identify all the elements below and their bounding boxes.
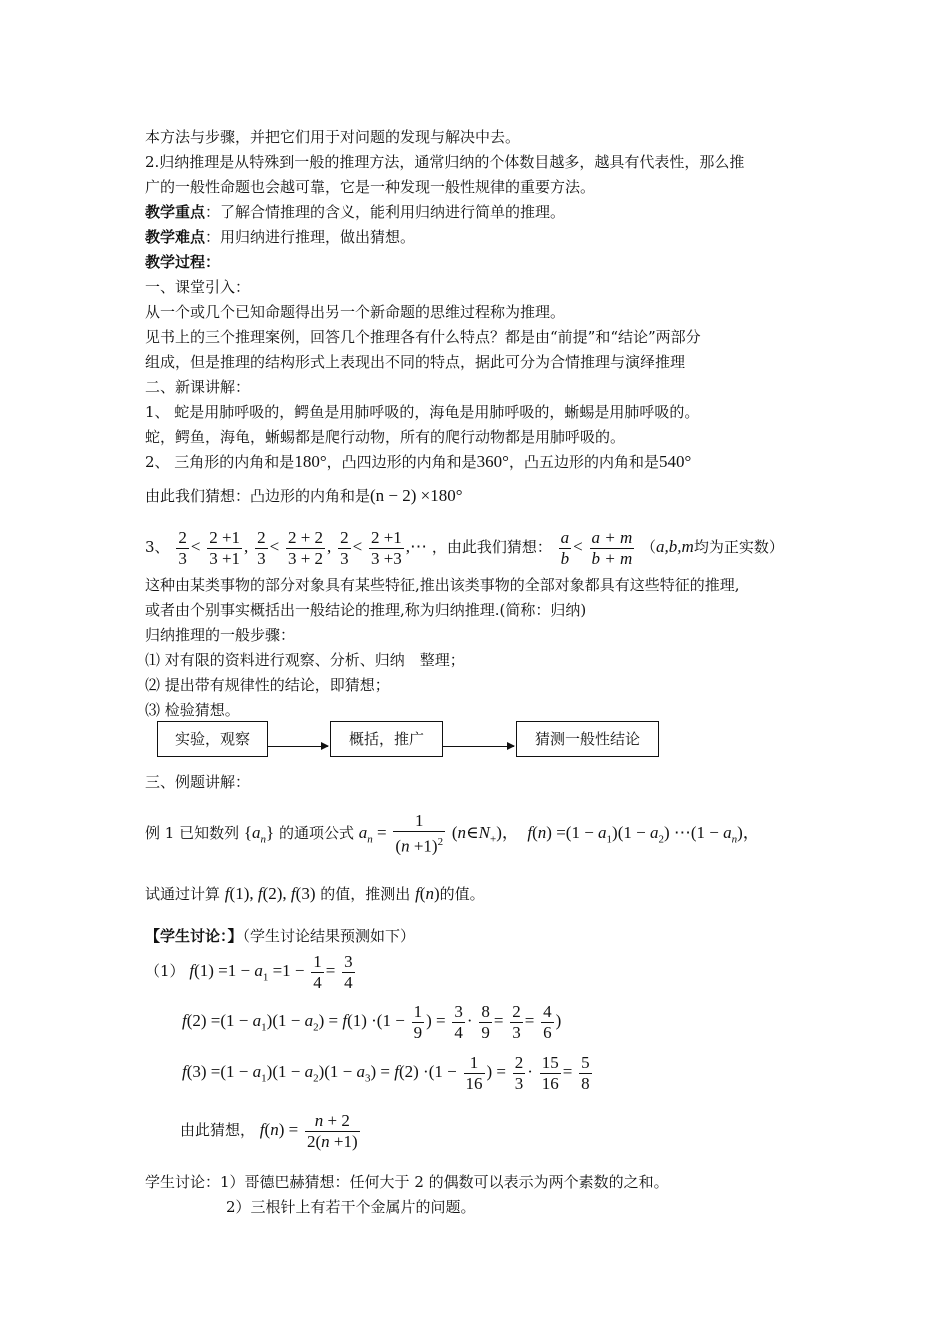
step: ⑶ 检验猜想。 xyxy=(145,701,240,719)
text-line: 蛇，鳄鱼，海龟，蜥蜴都是爬行动物，所有的爬行动物都是用肺呼吸的。 xyxy=(145,428,626,446)
guess-text: 由此猜想， xyxy=(180,1121,256,1139)
flow-arrow xyxy=(268,746,328,747)
ex-text: 例 1 已知数列 xyxy=(145,824,240,842)
difficulty xyxy=(145,225,415,249)
fraction: $\frac{a + m}{b + m}$ xyxy=(591,527,633,568)
fraction: $\frac{2}{3}$ xyxy=(512,1001,521,1042)
fraction: $\frac{2 +1}{3 +3}$ xyxy=(370,527,402,568)
fraction: $\frac{3}{4}$ xyxy=(454,1001,463,1042)
ex-text: 的通项公式 xyxy=(279,824,355,842)
math-deg180: 180° xyxy=(294,452,327,471)
ex-text: 试通过计算 xyxy=(145,885,221,903)
guess-line: 由此猜想， f(n) = $\frac{n + 2}{2(n +1)}$ xyxy=(180,1110,358,1151)
fraction: $\frac{8}{9}$ xyxy=(481,1001,490,1042)
e2-text: ，凸五边形的内角和是 xyxy=(508,453,659,471)
key-point xyxy=(145,200,565,224)
student-discussion xyxy=(145,1170,669,1194)
fraction: $\frac{2}{3}$ xyxy=(257,527,266,568)
flow-arrow xyxy=(443,746,514,747)
guess-text: 由此我们猜想：凸边形的内角和是 xyxy=(145,487,371,505)
step: ⑴ 对有限的资料进行观察、分析、归纳 整理； xyxy=(145,651,465,669)
flow-box-1: 实验，观察 xyxy=(157,721,268,757)
ex-text: 的值，推测出 xyxy=(320,885,411,903)
step: ⑵ 提出带有规律性的结论，即猜想； xyxy=(145,676,390,694)
e3-text: 均为正实数） xyxy=(693,538,784,556)
fraction: $\frac{1}{4}$ xyxy=(313,951,322,992)
fraction: $\frac{n + 2}{2(n +1)}$ xyxy=(306,1110,358,1151)
sol-num: （1） xyxy=(145,962,185,980)
fraction: $\frac{4}{6}$ xyxy=(543,1001,552,1042)
key-text: ：了解合情推理的含义，能利用归纳进行简单的推理。 xyxy=(205,203,566,221)
e3-text: 3、 xyxy=(145,538,170,556)
text-line: 1、 蛇是用肺呼吸的，鳄鱼是用肺呼吸的，海龟是用肺呼吸的，蜥蜴是用肺呼吸的。 xyxy=(145,403,700,421)
e3-text: ，由此我们猜想： xyxy=(431,538,552,556)
disc-label: 【学生讨论：】 xyxy=(145,927,243,945)
example-2 xyxy=(145,450,691,474)
text-line: 从一个或几个已知命题得出另一个新命题的思维过程称为推理。 xyxy=(145,303,566,321)
sd-item: 1）哥德巴赫猜想：任何大于 2 的偶数可以表示为两个素数的之和。 xyxy=(220,1173,669,1191)
fraction: $\frac{2 + 2}{3 + 2}$ xyxy=(287,527,324,568)
text-line: 本方法与步骤，并把它们用于对问题的发现与解决中去。 xyxy=(145,128,521,146)
process-colon: ： xyxy=(205,253,221,271)
math-deg360: 360° xyxy=(476,452,509,471)
solution-line-1: （1） $f(1) =1 - a_1 =1$ − $\frac{1}{4}$ = $\frac{3}{4}$ xyxy=(145,951,353,992)
fraction: $\frac{2 +1}{3 +1}$ xyxy=(209,527,241,568)
discussion-heading xyxy=(145,924,415,948)
sd-item: 2）三根针上有若干个金属片的问题。 xyxy=(226,1198,476,1216)
polygon-guess xyxy=(145,484,463,508)
text-line: 或者由个别事实概括出一般结论的推理,称为归纳推理.(简称：归纳) xyxy=(145,601,587,619)
text-line: 归纳推理的一般步骤： xyxy=(145,626,296,644)
process-heading xyxy=(145,250,220,274)
fraction: $\frac{2}{3}$ xyxy=(178,527,187,568)
ex-text: 的值。 xyxy=(439,885,485,903)
fraction: $\frac{5}{8}$ xyxy=(581,1052,590,1093)
fraction: $\frac{1}{9}$ xyxy=(413,1001,423,1042)
text-line: 2.归纳推理是从特殊到一般的推理方法，通常归纳的个体数目越多，越具有代表性，那么推 xyxy=(145,153,745,171)
example-ask: 试通过计算 f(1), f(2), f(3) 的值，推测出 f(n)的值。 xyxy=(145,884,485,903)
text-line: 广的一般性命题也会越可靠，它是一种发现一般性规律的重要方法。 xyxy=(145,178,596,196)
text-line: 这种由某类事物的部分对象具有某些特征,推出该类事物的全部对象都具有这些特征的推理, xyxy=(145,576,740,594)
diff-text: ：用归纳进行推理，做出猜想。 xyxy=(205,228,416,246)
section-heading: 一、课堂引入： xyxy=(145,278,251,296)
fraction: $\frac{2}{3}$ xyxy=(514,1052,524,1093)
e2-text: ，凸四边形的内角和是 xyxy=(326,453,477,471)
example-3: 3、 $\frac{2}{3}$ < $\frac{2 +1}{3 +1}$ , $\frac{2}{3}$ < $\frac{2 + 2}{3 + 2}$ , $\frac{2}{3}$ < $\frac{2 +1}{3 +3}$ ,⋯ ，由此我们猜想： $\frac{a}{b}$ < $\frac{a + m}{b + m}$ （a,b,m均为正实数） xyxy=(145,527,784,568)
sd-label: 学生讨论： xyxy=(145,1173,221,1191)
example-1: 例 1 已知数列 $\{a_n\}$ 的通项公式 $a_n$ = $\frac{1}{(n +1)^2}$ $(n\in N_+)$， $f(n) =(1 - a_1)(1 - a_2)$ ⋯(1 − $a_n$)， xyxy=(145,811,760,856)
solution-line-2: $f(2) =(1 - a_1)(1 - a_2) = f(1) \cdot(1$ − $\frac{1}{9}$ ) = $\frac{3}{4}$ · $\frac{8}{9}$ = $\frac{2}{3}$ = $\frac{4}{6}$ ) xyxy=(182,1001,562,1042)
fraction: $\frac{2}{3}$ xyxy=(340,527,349,568)
flow-box-2: 概括，推广 xyxy=(330,721,443,757)
diff-label: 教学难点 xyxy=(145,228,206,246)
solution-line-3: $f(3) =(1 - a_1)(1 - a_2)(1 - a_3) = f(2) \cdot(1$ − $\frac{1}{16}$ ) = $\frac{2}{3}$ · $\frac{15}{16}$ = $\frac{5}{8}$ xyxy=(182,1052,590,1093)
flow-box-3: 猜测一般性结论 xyxy=(516,721,659,757)
fraction: $\frac{3}{4}$ xyxy=(344,951,353,992)
key-label: 教学重点 xyxy=(145,203,206,221)
fraction: $\frac{a}{b}$ xyxy=(560,527,570,568)
text-line: 组成，但是推理的结构形式上表现出不同的特点，据此可分为合情推理与演绎推理 xyxy=(145,353,686,371)
math-deg540: 540° xyxy=(658,452,692,471)
e2-text: 2、 三角形的内角和是 xyxy=(145,453,295,471)
section-heading: 三、例题讲解： xyxy=(145,773,251,791)
process-label: 教学过程 xyxy=(145,253,206,271)
math-poly-formula: (n − 2) ×180° xyxy=(370,486,463,505)
disc-note: （学生讨论结果预测如下） xyxy=(242,927,416,945)
text-line: 见书上的三个推理案例，回答几个推理各有什么特点？都是由“前提”和“结论”两部分 xyxy=(145,328,701,346)
fraction: $\frac{15}{16}$ xyxy=(541,1052,559,1093)
fraction: $\frac{1}{16}$ xyxy=(465,1052,483,1093)
fraction: $\frac{1}{(n +1)^2}$ xyxy=(395,811,444,856)
section-heading: 二、新课讲解： xyxy=(145,378,251,396)
